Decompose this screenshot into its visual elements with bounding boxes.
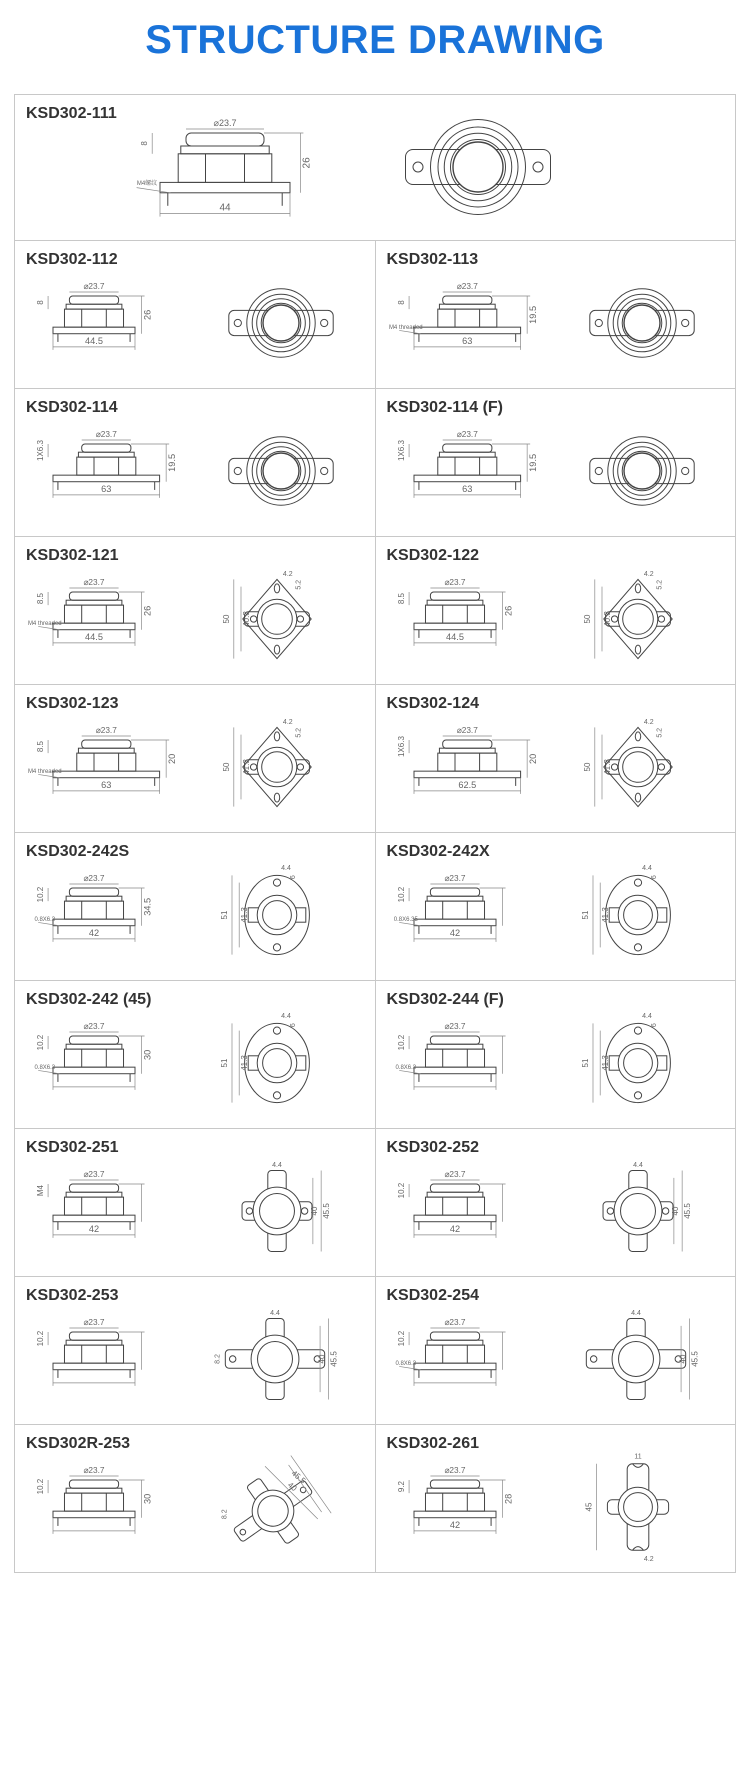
plan-view bbox=[406, 120, 551, 215]
model-name-label: KSD302-242 (45) bbox=[26, 991, 152, 1008]
dimension-label: 41.3 bbox=[240, 1055, 250, 1071]
dimension-label: ⌀23.7 bbox=[83, 282, 105, 291]
dimension-label: 6 bbox=[650, 875, 658, 880]
drawing-row bbox=[14, 241, 736, 389]
technical-drawing bbox=[15, 833, 375, 980]
dimension-label: 42 bbox=[88, 927, 100, 938]
dimension-label: 10.2 bbox=[36, 1034, 46, 1051]
model-name-label: KSD302-261 bbox=[386, 1435, 479, 1452]
dimension-label: 11 bbox=[633, 1453, 642, 1461]
side-view bbox=[36, 1170, 144, 1238]
dimension-label: 4.4 bbox=[281, 865, 291, 872]
dimension-label: 45.5 bbox=[689, 1351, 699, 1367]
drawing-row bbox=[14, 1277, 736, 1425]
dimension-label: 41.3 bbox=[600, 907, 610, 923]
side-view bbox=[36, 430, 177, 498]
plan-view bbox=[581, 865, 670, 955]
technical-drawing bbox=[15, 389, 375, 536]
plan-view bbox=[220, 1013, 309, 1103]
dimension-label: 5.2 bbox=[655, 727, 663, 738]
dimension-label: 44.5 bbox=[85, 335, 103, 346]
technical-drawing bbox=[376, 685, 736, 832]
dimension-label: ⌀23.7 bbox=[83, 1318, 105, 1327]
model-name-label: KSD302-114 (F) bbox=[386, 399, 503, 416]
model-name-label: KSD302-121 bbox=[26, 547, 119, 564]
side-view bbox=[34, 1022, 152, 1090]
dimension-label: 20 bbox=[527, 753, 538, 764]
dimension-label: 40 bbox=[310, 1206, 320, 1216]
dimension-label: 4.4 bbox=[272, 1161, 282, 1169]
model-drawing-panel bbox=[375, 1425, 736, 1572]
dimension-label: 41.3 bbox=[600, 1055, 610, 1071]
side-view bbox=[397, 1170, 505, 1238]
drawing-row bbox=[14, 537, 736, 685]
dimension-label: 26 bbox=[142, 309, 153, 320]
dimension-label: 0.8X6.3 bbox=[394, 1360, 416, 1367]
dimension-label: 4.2 bbox=[643, 1556, 654, 1563]
plan-view bbox=[586, 1310, 699, 1400]
dimension-label: 4.2 bbox=[282, 718, 293, 726]
dimension-label: 4.2 bbox=[643, 570, 654, 578]
model-drawing-panel bbox=[375, 685, 736, 832]
model-name-label: KSD302-111 bbox=[26, 105, 117, 122]
dimension-label: 8.5 bbox=[36, 740, 46, 753]
dimension-label: 9.2 bbox=[396, 1480, 406, 1493]
dimension-label: ⌀23.7 bbox=[213, 118, 237, 128]
dimension-label: 10.2 bbox=[396, 1330, 406, 1347]
model-name-label: KSD302-252 bbox=[386, 1139, 479, 1156]
dimension-label: 4.2 bbox=[643, 718, 654, 726]
dimension-label: M4 threaded bbox=[27, 768, 62, 775]
dimension-label: 19.5 bbox=[527, 305, 538, 324]
model-drawing-panel bbox=[15, 537, 375, 684]
dimension-label: 4.4 bbox=[641, 865, 652, 872]
dimension-label: ⌀23.7 bbox=[443, 1318, 466, 1327]
dimension-label: 40 bbox=[677, 1354, 687, 1364]
dimension-label: 8.5 bbox=[36, 592, 46, 605]
dimension-label: M4 threaded bbox=[388, 324, 423, 331]
technical-drawing bbox=[15, 981, 375, 1128]
dimension-label: 4.4 bbox=[270, 1309, 280, 1317]
dimension-label: 50 bbox=[221, 614, 231, 624]
dimension-label: ⌀23.7 bbox=[443, 1170, 466, 1179]
dimension-label: 42 bbox=[449, 1519, 460, 1530]
page-title: STRUCTURE DRAWING bbox=[145, 18, 605, 62]
plan-view bbox=[582, 571, 671, 659]
side-view bbox=[34, 874, 152, 942]
side-view bbox=[397, 430, 538, 498]
dimension-label: 40 bbox=[670, 1206, 680, 1216]
dimension-label: ⌀23.7 bbox=[83, 874, 105, 883]
side-view bbox=[36, 282, 152, 350]
model-drawing-panel bbox=[15, 95, 735, 240]
side-view bbox=[137, 118, 313, 217]
dimension-label: 42 bbox=[449, 927, 460, 938]
dimension-label: 4.4 bbox=[641, 1013, 652, 1020]
technical-drawing bbox=[15, 1425, 375, 1572]
model-name-label: KSD302-123 bbox=[26, 695, 119, 712]
side-view bbox=[393, 874, 505, 942]
dimension-label: 0.8X6.3 bbox=[34, 1064, 56, 1071]
dimension-label: ⌀23.7 bbox=[95, 430, 117, 439]
dimension-label: 4.2 bbox=[282, 570, 293, 578]
model-drawing-panel bbox=[15, 981, 375, 1128]
model-drawing-panel bbox=[375, 833, 736, 980]
plan-view bbox=[589, 289, 693, 357]
model-drawing-panel bbox=[375, 1277, 736, 1424]
dimension-label: 50 bbox=[582, 614, 592, 624]
plan-view bbox=[242, 1162, 331, 1252]
technical-drawing bbox=[376, 389, 736, 536]
plan-view bbox=[582, 719, 671, 807]
dimension-label: 4.4 bbox=[630, 1309, 641, 1317]
technical-drawing bbox=[376, 1425, 736, 1572]
dimension-label: 30 bbox=[142, 1049, 153, 1060]
model-name-label: KSD302-113 bbox=[386, 251, 479, 268]
side-view bbox=[395, 1318, 505, 1386]
dimension-label: 6 bbox=[650, 1023, 658, 1028]
dimension-label: 8 bbox=[36, 300, 46, 305]
dimension-label: M4 bbox=[36, 1184, 46, 1197]
technical-drawing bbox=[15, 537, 375, 684]
dimension-label: 8 bbox=[396, 300, 406, 305]
side-view bbox=[36, 1466, 152, 1534]
dimension-label: ⌀23.7 bbox=[83, 1466, 105, 1475]
model-name-label: KSD302-244 (F) bbox=[386, 991, 504, 1008]
dimension-label: ⌀23.7 bbox=[83, 1170, 105, 1179]
dimension-label: 45.5 bbox=[329, 1351, 339, 1367]
model-drawing-panel bbox=[375, 1129, 736, 1276]
plan-view bbox=[589, 437, 693, 505]
dimension-label: 41.3 bbox=[240, 907, 250, 923]
dimension-label: 20 bbox=[167, 753, 178, 764]
dimension-label: 8 bbox=[140, 141, 150, 146]
dimension-label: 45.5 bbox=[682, 1203, 692, 1219]
model-drawing-panel bbox=[15, 241, 375, 388]
model-name-label: KSD302-251 bbox=[26, 1139, 119, 1156]
dimension-label: ⌀23.7 bbox=[83, 1022, 105, 1031]
dimension-label: 44.5 bbox=[85, 631, 103, 642]
dimension-label: 8.5 bbox=[396, 592, 406, 605]
dimension-label: 50 bbox=[582, 762, 592, 772]
model-drawing-panel bbox=[375, 537, 736, 684]
dimension-label: 10.2 bbox=[36, 1478, 46, 1495]
drawing-row bbox=[14, 94, 736, 241]
model-drawing-panel bbox=[15, 1129, 375, 1276]
dimension-label: 6 bbox=[290, 875, 297, 880]
dimension-label: 40 bbox=[285, 1480, 299, 1493]
dimension-label: 5.2 bbox=[295, 727, 303, 738]
dimension-label: 44.5 bbox=[445, 631, 464, 642]
technical-drawing bbox=[15, 685, 375, 832]
plan-view bbox=[581, 1013, 670, 1103]
plan-view bbox=[584, 1453, 668, 1563]
drawing-row bbox=[14, 389, 736, 537]
dimension-label: 42 bbox=[449, 1223, 460, 1234]
dimension-label: 30 bbox=[142, 1493, 153, 1504]
technical-drawing bbox=[376, 241, 736, 388]
dimension-label: 44 bbox=[219, 202, 231, 214]
plan-view bbox=[229, 437, 333, 505]
dimension-label: 41.3 bbox=[602, 759, 612, 775]
side-view bbox=[36, 1318, 144, 1386]
model-drawing-panel bbox=[15, 833, 375, 980]
model-drawing-panel bbox=[375, 241, 736, 388]
drawing-row bbox=[14, 1425, 736, 1573]
model-drawing-panel bbox=[15, 389, 375, 536]
drawing-row bbox=[14, 685, 736, 833]
technical-drawing bbox=[376, 981, 736, 1128]
technical-drawing bbox=[15, 1129, 375, 1276]
plan-view bbox=[603, 1162, 692, 1252]
dimension-label: 8.2 bbox=[214, 1354, 222, 1364]
dimension-label: 50 bbox=[221, 762, 231, 772]
dimension-label: 45.5 bbox=[289, 1468, 308, 1486]
model-name-label: KSD302-122 bbox=[386, 547, 479, 564]
technical-drawing bbox=[376, 537, 736, 684]
dimension-label: 51 bbox=[580, 910, 590, 920]
plan-view bbox=[222, 719, 311, 807]
side-view bbox=[395, 1022, 505, 1090]
dimension-label: 26 bbox=[503, 605, 514, 616]
model-drawing-panel bbox=[15, 1277, 375, 1424]
dimension-label: 1X6.3 bbox=[396, 440, 406, 462]
technical-drawing bbox=[15, 241, 375, 388]
dimension-label: 28 bbox=[503, 1493, 514, 1504]
dimension-label: 51 bbox=[220, 1058, 229, 1068]
technical-drawing bbox=[15, 95, 735, 240]
dimension-label: 40.3 bbox=[242, 611, 251, 627]
dimension-label: 8.2 bbox=[221, 1509, 229, 1520]
dimension-label: 63 bbox=[101, 779, 112, 790]
model-drawing-panel bbox=[15, 685, 375, 832]
dimension-label: 63 bbox=[461, 483, 472, 494]
technical-drawing bbox=[376, 833, 736, 980]
dimension-label: 34.5 bbox=[142, 897, 153, 916]
side-view bbox=[397, 726, 538, 794]
dimension-label: 0.8X6.35 bbox=[393, 916, 418, 923]
dimension-label: 10.2 bbox=[396, 886, 406, 903]
dimension-label: ⌀23.7 bbox=[456, 726, 478, 735]
dimension-label: 19.5 bbox=[167, 453, 178, 472]
model-drawing-panel bbox=[375, 389, 736, 536]
drawing-row bbox=[14, 981, 736, 1129]
dimension-label: ⌀23.7 bbox=[443, 874, 466, 883]
drawing-row bbox=[14, 833, 736, 981]
dimension-label: ⌀23.7 bbox=[443, 578, 466, 587]
dimension-label: 0.8X6.3 bbox=[34, 916, 56, 923]
side-view bbox=[397, 578, 513, 646]
model-name-label: KSD302-253 bbox=[26, 1287, 119, 1304]
dimension-label: 63 bbox=[461, 335, 472, 346]
dimension-label: ⌀23.7 bbox=[456, 282, 478, 291]
dimension-label: 40 bbox=[317, 1354, 327, 1364]
dimension-label: ⌀23.7 bbox=[83, 578, 105, 587]
technical-drawing bbox=[15, 1277, 375, 1424]
dimension-label: 45 bbox=[584, 1502, 594, 1512]
drawing-grid bbox=[14, 94, 736, 1573]
dimension-label: 5.2 bbox=[655, 579, 663, 590]
dimension-label: M4螺纹 bbox=[136, 181, 158, 187]
side-view bbox=[28, 578, 153, 646]
side-view bbox=[28, 726, 177, 794]
dimension-label: ⌀23.7 bbox=[443, 1022, 466, 1031]
dimension-label: 1X6.3 bbox=[36, 440, 46, 462]
dimension-label: 40.3 bbox=[602, 611, 612, 627]
dimension-label: 63 bbox=[101, 483, 112, 494]
model-name-label: KSD302-242S bbox=[26, 843, 130, 860]
plan-view bbox=[222, 571, 311, 659]
dimension-label: 6 bbox=[290, 1023, 297, 1028]
dimension-label: M4 threaded bbox=[27, 620, 62, 627]
model-name-label: KSD302-112 bbox=[26, 251, 118, 268]
model-name-label: KSD302R-253 bbox=[26, 1435, 131, 1452]
plan-view bbox=[220, 865, 309, 955]
dimension-label: ⌀23.7 bbox=[456, 430, 478, 439]
dimension-label: 1X6.3 bbox=[396, 736, 406, 758]
side-view bbox=[397, 1466, 513, 1534]
dimension-label: 26 bbox=[301, 157, 313, 169]
side-view bbox=[388, 282, 537, 350]
dimension-label: 51 bbox=[220, 910, 229, 920]
dimension-label: 5.2 bbox=[295, 579, 303, 590]
dimension-label: 10.2 bbox=[396, 1182, 406, 1199]
model-name-label: KSD302-242X bbox=[386, 843, 490, 860]
drawing-row bbox=[14, 1129, 736, 1277]
dimension-label: 10.2 bbox=[36, 886, 46, 903]
dimension-label: 42 bbox=[88, 1223, 100, 1234]
dimension-label: 4.4 bbox=[281, 1013, 291, 1020]
plan-view bbox=[214, 1310, 338, 1400]
dimension-label: 10.2 bbox=[396, 1034, 406, 1051]
model-drawing-panel bbox=[15, 1425, 375, 1572]
dimension-label: 26 bbox=[142, 605, 153, 616]
technical-drawing bbox=[376, 1129, 736, 1276]
dimension-label: 45.5 bbox=[322, 1203, 332, 1219]
model-drawing-panel bbox=[375, 981, 736, 1128]
technical-drawing bbox=[376, 1277, 736, 1424]
dimension-label: 19.5 bbox=[527, 453, 538, 472]
plan-view bbox=[217, 1456, 331, 1565]
dimension-label: ⌀23.7 bbox=[95, 726, 117, 735]
dimension-label: 0.8X6.3 bbox=[394, 1064, 416, 1071]
plan-view bbox=[229, 289, 333, 357]
dimension-label: 51 bbox=[580, 1058, 590, 1068]
dimension-label: 41.3 bbox=[242, 759, 251, 775]
model-name-label: KSD302-254 bbox=[386, 1287, 479, 1304]
model-name-label: KSD302-114 bbox=[26, 399, 118, 416]
dimension-label: 62.5 bbox=[457, 779, 476, 790]
model-name-label: KSD302-124 bbox=[386, 695, 479, 712]
dimension-label: 4.4 bbox=[632, 1161, 643, 1169]
dimension-label: ⌀23.7 bbox=[443, 1466, 466, 1475]
dimension-label: 10.2 bbox=[36, 1330, 46, 1347]
